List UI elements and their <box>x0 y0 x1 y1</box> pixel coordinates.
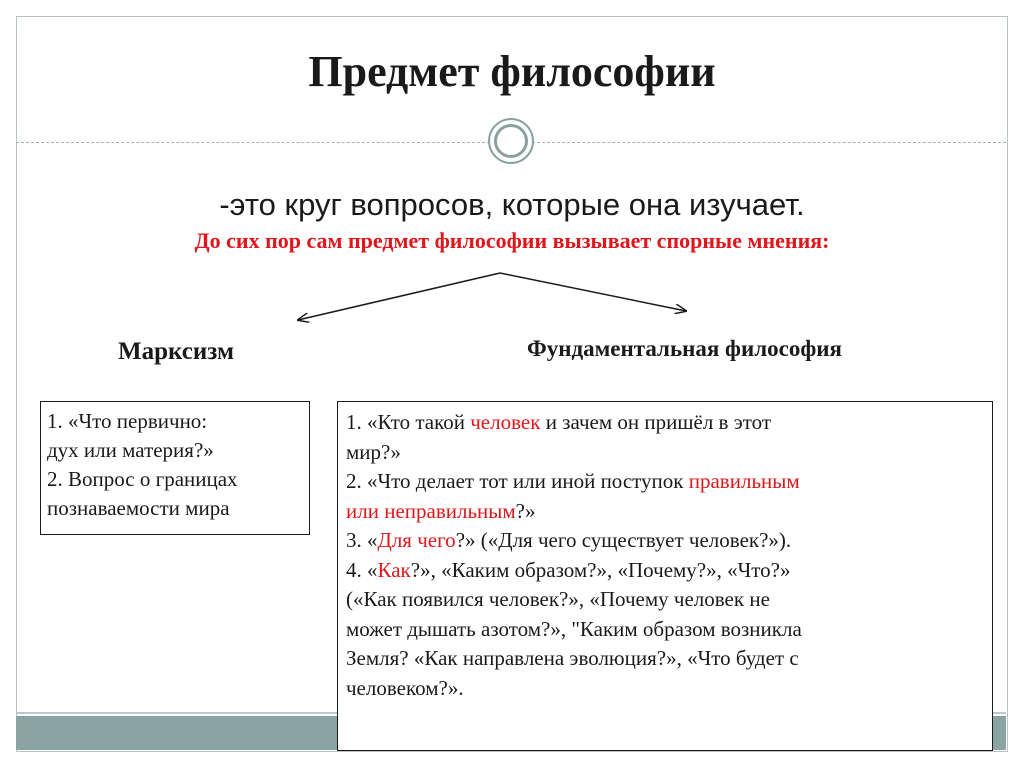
circle-ornament-icon <box>488 118 534 164</box>
marxism-questions-box <box>40 401 310 535</box>
marxism-line: 2. Вопрос о границах <box>47 467 238 491</box>
heading-marxism: Марксизм <box>118 338 235 365</box>
fundamental-questions-box <box>337 401 993 751</box>
controversy-note: До сих пор сам предмет философии вызывает спорные мнения: <box>194 228 830 253</box>
highlight-wrong: или неправильным <box>346 498 516 523</box>
question-1-cont: мир?» <box>346 439 401 464</box>
question-4-cont: Земля? «Как направлена эволюция?», «Что будет с <box>346 646 799 670</box>
question-2-cont: или неправильным?» <box>346 498 536 523</box>
question-4-cont: может дышать азотом?», "Каким образом возникла <box>346 616 802 641</box>
question-4: 4. «Как?», «Каким образом?», «Почему?», «Что?» <box>346 557 791 582</box>
question-2: 2. «Что делает тот или иной поступок правильным <box>346 469 800 493</box>
marxism-line: познаваемости мира <box>47 496 230 520</box>
highlight-what-for: Для чего <box>377 528 456 552</box>
highlight-human: человек <box>470 410 541 434</box>
question-4-cont: («Как появился человек?», «Почему человек не <box>346 587 770 611</box>
question-1: 1. «Кто такой человек и зачем он пришёл в этот <box>346 410 772 434</box>
marxism-line: дух или материя?» <box>47 438 214 462</box>
question-4-cont: человеком?». <box>346 675 464 700</box>
question-3: 3. «Для чего?» («Для чего существует человек?»). <box>346 528 792 552</box>
highlight-how: Как <box>377 557 411 582</box>
marxism-line: 1. «Что первично: <box>47 409 208 433</box>
heading-fundamental-philosophy: Фундаментальная философия <box>527 336 842 361</box>
slide-title: Предмет философии <box>308 47 716 96</box>
definition-text: -это круг вопросов, которые она изучает. <box>219 187 805 222</box>
highlight-right: правильным <box>688 469 800 493</box>
